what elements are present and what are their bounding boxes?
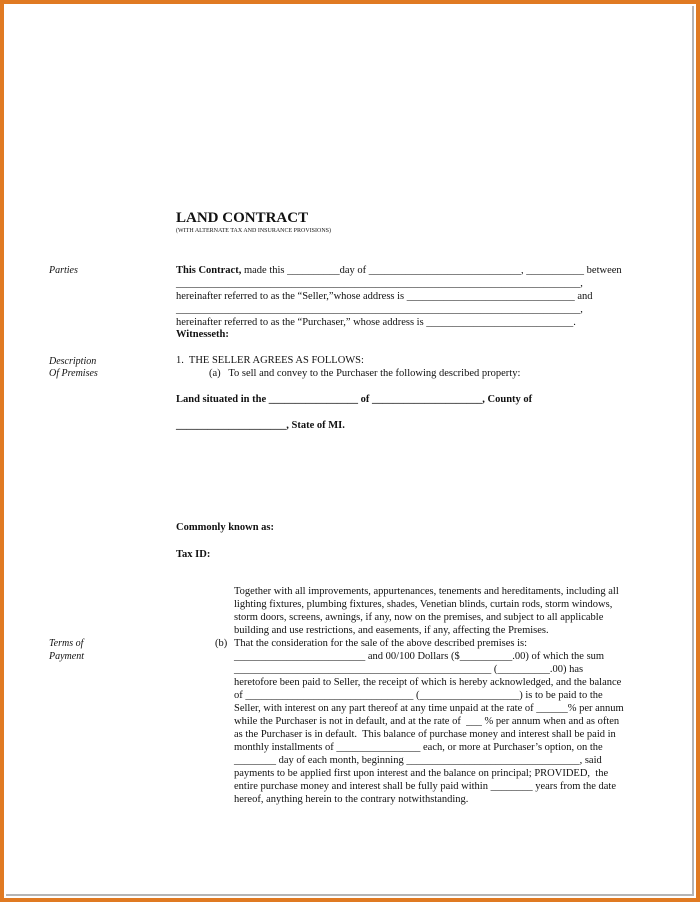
payment-line: _________________________ and 00/100 Dollars ($__________.00) of which the sum — [234, 651, 605, 662]
commonly-known-label: Commonly known as: — [176, 522, 275, 533]
seller-agrees-heading: 1. THE SELLER AGREES AS FOLLOWS: — [176, 355, 364, 366]
parties-line-1 — [176, 265, 622, 277]
improvements-line: storm doors, screens, awnings, if any, now on the premises, and subject to all applicable — [234, 612, 604, 623]
payment-line: heretofore been paid to Seller, the receipt of which is hereby acknowledged, and the balance — [234, 677, 622, 688]
document-title: LAND CONTRACT — [176, 210, 309, 226]
document-subtitle: (WITH ALTERNATE TAX AND INSURANCE PROVISIONS) — [176, 228, 332, 234]
parties-line-3: hereinafter referred to as the “Seller,”whose address is ________________________________ and — [176, 291, 593, 302]
margin-label-terms-2: Payment — [49, 651, 84, 662]
improvements-line: lighting fixtures, plumbing fixtures, shades, Venetian blinds, curtain rods, storm windows, — [234, 599, 613, 610]
payment-line: as the Purchaser is in default. This balance of purchase money and interest shall be paid in — [234, 729, 616, 740]
parties-line-5: hereinafter referred to as the “Purchaser,” whose address is ____________________________. — [176, 317, 576, 328]
margin-label-description-2: Of Premises — [49, 368, 98, 379]
state-line: _____________________, State of MI. — [176, 420, 345, 431]
improvements-line: Together with all improvements, appurtenances, tenements and hereditaments, including all — [234, 586, 619, 597]
payment-marker-b: (b) — [215, 638, 228, 649]
payment-line: Seller, with interest on any part thereof at any time unpaid at the rate of ______% per annum — [234, 703, 624, 714]
payment-line: monthly installments of ________________ each, or more at Purchaser’s option, on the — [234, 742, 603, 753]
margin-label-description-1: Description — [49, 356, 97, 367]
document-page — [6, 6, 694, 896]
margin-label-terms-1: Terms of — [49, 638, 84, 649]
improvements-line: building and use restrictions, and easements, if any, affecting the Premises. — [234, 625, 549, 636]
payment-line: of ________________________________ (___________________) is to be paid to the — [234, 690, 603, 701]
contract-bold-label: This Contract, — [176, 265, 242, 276]
payment-line: ________ day of each month, beginning _________________________________, said — [234, 755, 602, 766]
payment-line: hereof, anything herein to the contrary notwithstanding. — [234, 794, 469, 805]
payment-line: _________________________________________________ (__________.00) has — [234, 664, 584, 675]
parties-line-1-rest: made this __________day of _____________________________, ___________ between — [241, 265, 622, 276]
tax-id-label: Tax ID: — [176, 549, 211, 560]
land-situated-line: Land situated in the _________________ of _____________________, County of — [176, 394, 533, 405]
witnesseth-label: Witnesseth: — [176, 329, 229, 340]
margin-label-parties: Parties — [49, 265, 78, 276]
payment-line: while the Purchaser is not in default, and at the rate of ___ % per annum when and as often — [234, 716, 620, 727]
parties-line-2: _____________________________________________________________________________, — [176, 278, 583, 289]
premises-item-a: (a) To sell and convey to the Purchaser the following described property: — [209, 368, 521, 379]
parties-line-4: _____________________________________________________________________________, — [176, 304, 583, 315]
payment-line: payments to be applied first upon interest and the balance on principal; PROVIDED, the — [234, 768, 609, 779]
payment-line: entire purchase money and interest shall be fully paid within ________ years from the date — [234, 781, 616, 792]
payment-line: That the consideration for the sale of the above described premises is: — [234, 638, 528, 649]
